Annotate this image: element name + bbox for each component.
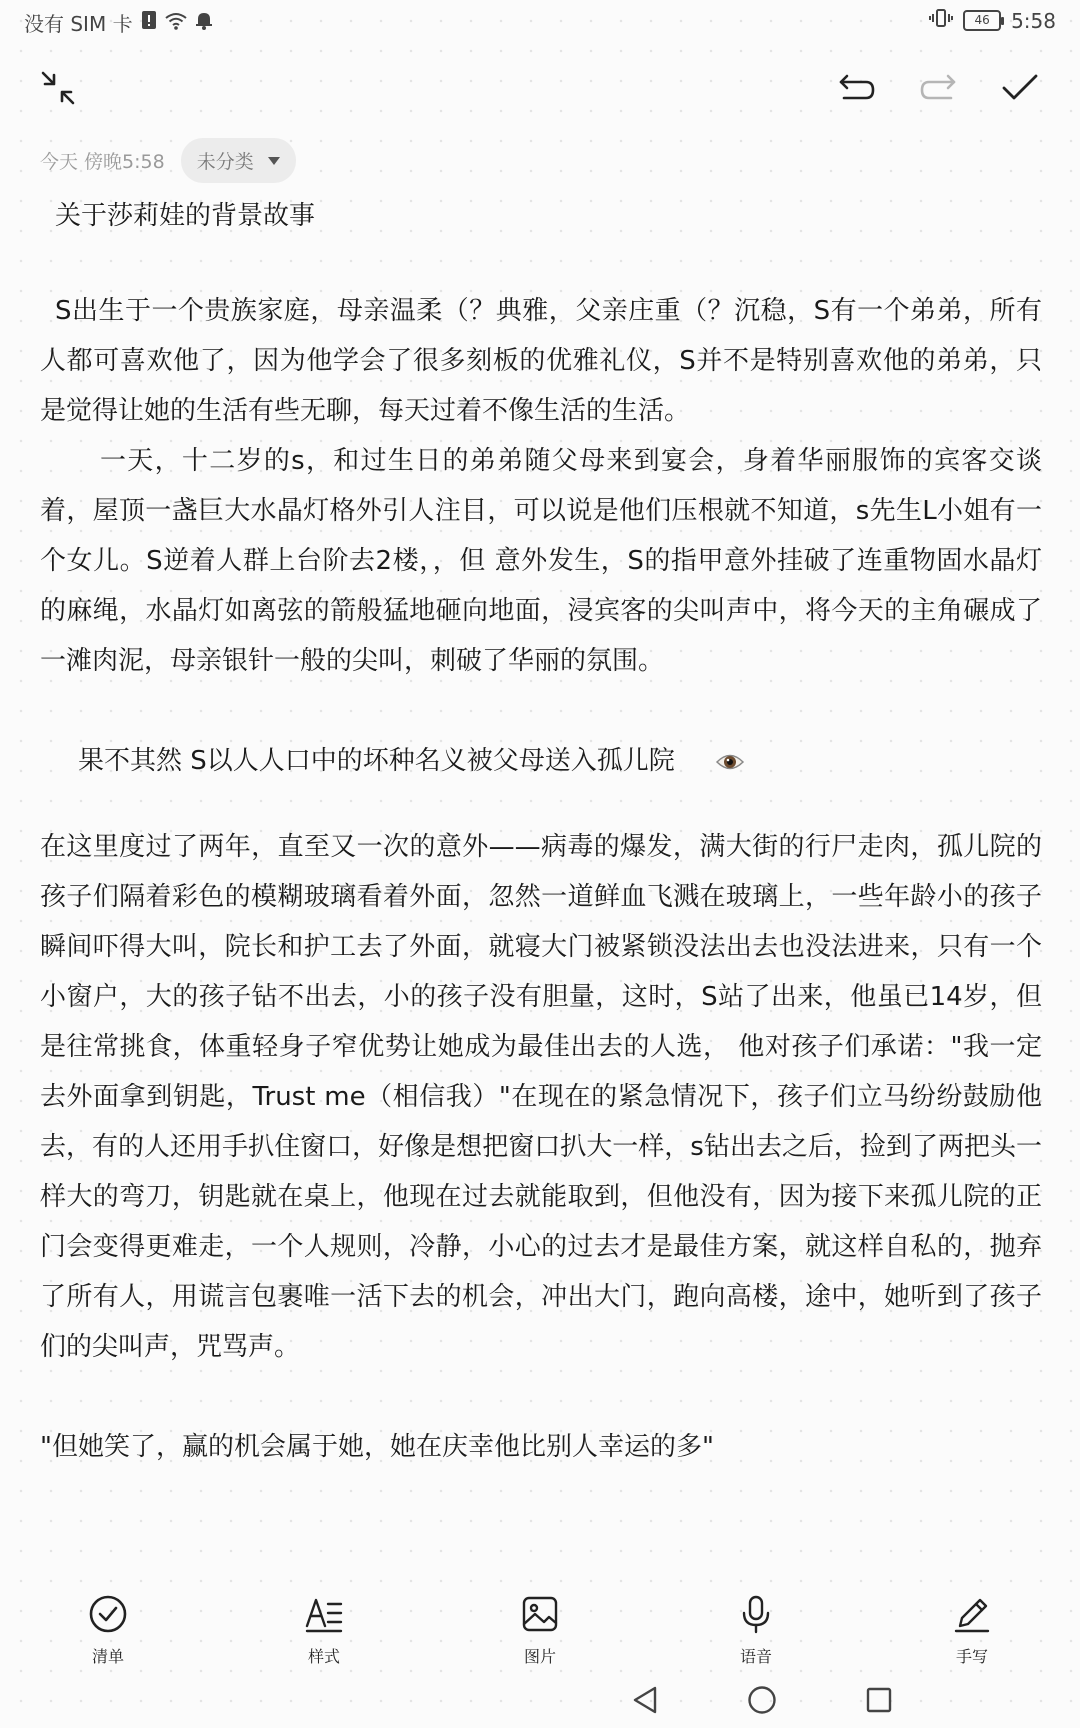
- text-style-label: 样式: [307, 1647, 340, 1666]
- note-paragraph[interactable]: [40, 736, 1042, 790]
- clock-time: 5:58: [1011, 8, 1056, 33]
- nav-recents-button[interactable]: [857, 1680, 901, 1724]
- done-button[interactable]: [992, 60, 1048, 116]
- text-style-icon: [304, 1594, 344, 1638]
- microphone-icon: [736, 1594, 776, 1638]
- home-circle-icon: [747, 1685, 777, 1719]
- note-meta-row: [40, 138, 296, 183]
- back-triangle-icon: [631, 1685, 659, 1719]
- note-paragraph[interactable]: S出生于一个贵族家庭，母亲温柔（？典雅，父亲庄重（？沉稳，S有一个弟弟，所有人都可喜欢他了，因为他学会了很多刻板的优雅礼仪，S并不是特别喜欢他的弟弟，只是觉得让她的生活有些无聊，每天过着不像生活的生活。: [40, 296, 1042, 426]
- checklist-label: 清单: [91, 1647, 124, 1666]
- sim-alert-icon: [141, 10, 157, 35]
- pen-icon: [952, 1594, 992, 1638]
- status-bar: [0, 0, 1080, 44]
- carrier-text: 没有 SIM 卡: [24, 12, 133, 36]
- checklist-button[interactable]: [48, 1580, 168, 1672]
- note-toolbar: [0, 60, 1080, 120]
- chevron-down-icon: [268, 157, 280, 165]
- status-right: [929, 8, 1056, 33]
- voice-button[interactable]: [696, 1580, 816, 1672]
- handwriting-label: 手写: [955, 1647, 988, 1666]
- system-nav-bar: [0, 1672, 1080, 1728]
- image-label: 图片: [523, 1647, 556, 1666]
- undo-button[interactable]: [829, 60, 885, 116]
- status-left: [24, 8, 213, 37]
- nav-home-button[interactable]: [740, 1680, 784, 1724]
- note-date: 今天 傍晚5:58: [40, 151, 165, 173]
- note-paragraph-text: 果不其然 S以人人口中的坏种名义被父母送入孤儿院: [78, 746, 675, 776]
- checklist-icon: [88, 1594, 128, 1638]
- eye-icon: [677, 740, 745, 790]
- handwriting-button[interactable]: [912, 1580, 1032, 1672]
- bottom-toolbar: [0, 1580, 1080, 1672]
- notification-bell-icon: [195, 10, 213, 35]
- category-label: 未分类: [196, 151, 254, 173]
- note-title[interactable]: 关于莎莉娃的背景故事: [55, 201, 316, 231]
- collapse-button[interactable]: [30, 60, 86, 116]
- nav-back-button[interactable]: [623, 1680, 667, 1724]
- redo-icon: [919, 73, 957, 103]
- checkmark-icon: [1001, 73, 1039, 103]
- category-dropdown[interactable]: [181, 138, 296, 183]
- image-icon: [520, 1594, 560, 1638]
- recents-square-icon: [865, 1686, 893, 1718]
- note-paragraph[interactable]: 一天，十二岁的s，和过生日的弟弟随父母来到宴会，身着华丽服饰的宾客交谈着，屋顶一盏巨大水晶灯格外引人注目，可以说是他们压根就不知道，s先生L小姐有一个女儿。S逆着人群上台阶去2楼，，但 意外发生，S的指甲意外挂破了连重物固水晶灯的麻绳，水晶灯如离弦的箭般猛地砸向地面，浸宾客的尖叫声中，将今天的主角碾成了一滩肉泥，母亲银针一般的尖叫，刺破了华丽的氛围。: [40, 446, 1042, 676]
- battery-icon: 46: [963, 10, 1001, 31]
- note-paragraph[interactable]: 在这里度过了两年，直至又一次的意外——病毒的爆发，满大街的行尸走肉，孤儿院的孩子们隔着彩色的模糊玻璃看着外面，忽然一道鲜血飞溅在玻璃上，一些年龄小的孩子瞬间吓得大叫，院长和护工去了外面，就寝大门被紧锁没法出去也没法进来，只有一个小窗户，大的孩子钻不出去，小的孩子没有胆量，这时，S站了出来，他虽已14岁，但是往常挑食，体重轻身子窄优势让她成为最佳出去的人选， 他对孩子们承诺："我一定去外面拿到钥匙，Trust me（相信我）"在现在的紧急情况下，孩子们立马纷纷鼓励他去，有的人还用手扒住窗口，好像是想把窗口扒大一样，s钻出去之后，捡到了两把头一样大的弯刀，钥匙就在桌上，他现在过去就能取到，但他没有，因为接下来孤儿院的正门会变得更难走，一个人规则，冷静，小心的过去才是最佳方案，就这样自私的，抛弃了所有人，用谎言包裹唯一活下去的机会，冲出大门，跑向高楼，途中，她听到了孩子们的尖叫声，咒骂声。: [40, 832, 1042, 1362]
- image-button[interactable]: [480, 1580, 600, 1672]
- text-style-button[interactable]: [264, 1580, 384, 1672]
- undo-icon: [838, 73, 876, 103]
- note-paragraph[interactable]: "但她笑了，赢的机会属于她，她在庆幸他比别人幸运的多": [40, 1432, 714, 1462]
- redo-button[interactable]: [910, 60, 966, 116]
- collapse-arrows-icon: [40, 70, 76, 106]
- voice-label: 语音: [739, 1647, 772, 1666]
- wifi-icon: [165, 11, 187, 35]
- vibrate-icon: [929, 8, 953, 33]
